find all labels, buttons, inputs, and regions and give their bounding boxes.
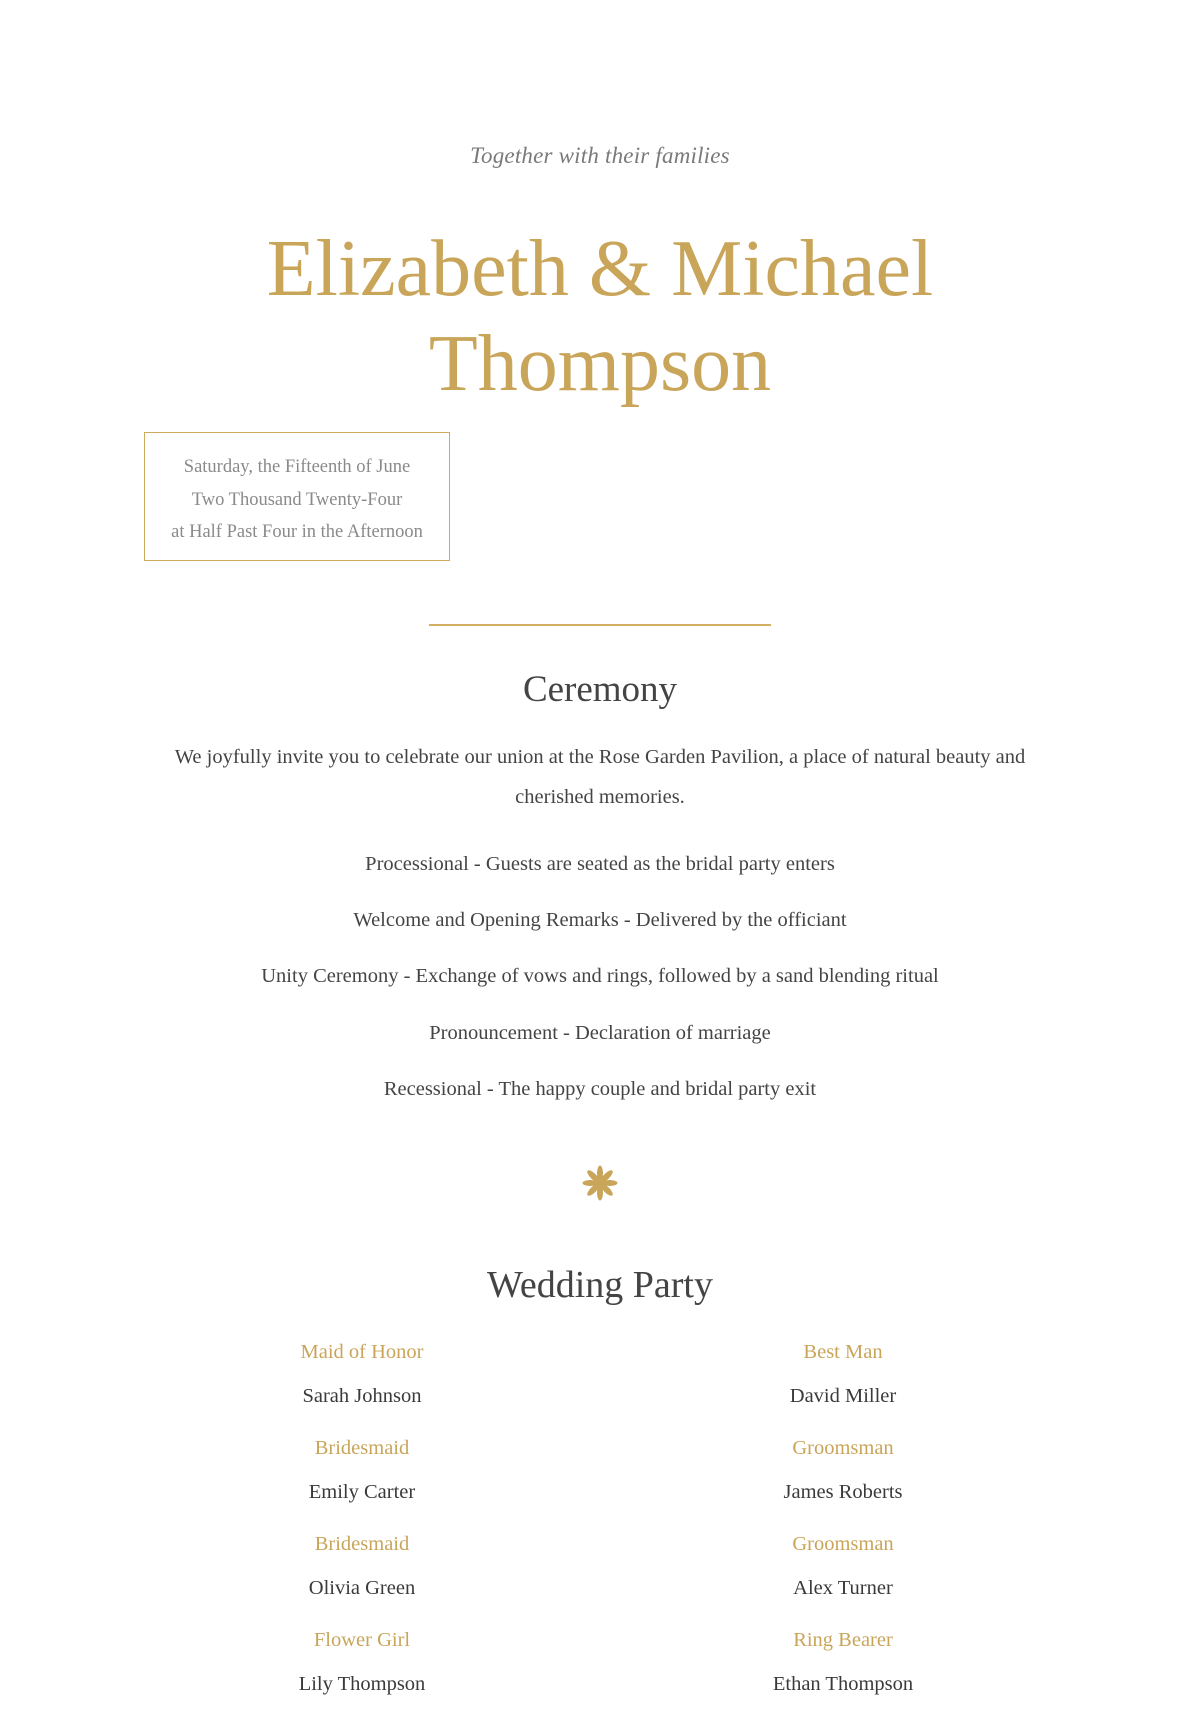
ceremony-program bbox=[0, 846, 1200, 1127]
member-name: Emily Carter bbox=[308, 1481, 416, 1503]
member-role: Groomsman bbox=[792, 1437, 894, 1459]
date-line-year: Two Thousand Twenty-Four bbox=[191, 489, 403, 510]
program-item: Unity Ceremony - Exchange of vows and rings, followed by a sand blending ritual bbox=[261, 965, 939, 988]
wedding-party-title: Wedding Party bbox=[487, 1264, 713, 1306]
party-member bbox=[212, 1622, 512, 1718]
member-role: Maid of Honor bbox=[300, 1341, 424, 1363]
party-member bbox=[212, 1430, 512, 1526]
flower-asterisk-icon bbox=[580, 1163, 620, 1203]
program-item: Pronouncement - Declaration of marriage bbox=[429, 1021, 771, 1044]
party-member bbox=[693, 1430, 993, 1526]
program-item: Processional - Guests are seated as the bridal party enters bbox=[365, 853, 835, 875]
couple-names bbox=[0, 222, 1200, 412]
date-line-day: Saturday, the Fifteenth of June bbox=[183, 457, 411, 477]
member-name: James Roberts bbox=[783, 1481, 903, 1503]
bride-side-column bbox=[212, 1334, 512, 1718]
ceremony-title: Ceremony bbox=[522, 669, 678, 710]
program-item: Welcome and Opening Remarks - Delivered by the officiant bbox=[353, 909, 847, 932]
member-name: Lily Thompson bbox=[298, 1673, 426, 1695]
member-role: Groomsman bbox=[792, 1533, 894, 1555]
party-member bbox=[212, 1526, 512, 1622]
member-name: Ethan Thompson bbox=[772, 1673, 914, 1695]
groom-side-column bbox=[693, 1334, 993, 1718]
member-role: Bridesmaid bbox=[314, 1533, 410, 1555]
member-name: David Miller bbox=[789, 1385, 897, 1407]
party-member bbox=[212, 1334, 512, 1430]
couple-names-line-2: Thompson bbox=[428, 320, 772, 408]
intro-line: Together with their families bbox=[470, 143, 730, 168]
member-role: Bridesmaid bbox=[314, 1437, 410, 1459]
member-name: Olivia Green bbox=[308, 1577, 416, 1599]
party-member bbox=[693, 1526, 993, 1622]
ceremony-intro: We joyfully invite you to celebrate our union at the Rose Garden Pavilion, a place of natural beauty and cherished memories. bbox=[174, 746, 1026, 808]
date-line-time: at Half Past Four in the Afternoon bbox=[171, 522, 423, 542]
section-divider bbox=[429, 624, 771, 626]
couple-names-line-1: Elizabeth & Michael bbox=[266, 225, 934, 313]
member-name: Alex Turner bbox=[793, 1577, 893, 1599]
member-role: Ring Bearer bbox=[793, 1629, 893, 1651]
member-role: Flower Girl bbox=[313, 1629, 411, 1651]
party-member bbox=[693, 1334, 993, 1430]
member-role: Best Man bbox=[803, 1341, 883, 1363]
member-name: Sarah Johnson bbox=[302, 1385, 422, 1407]
date-box bbox=[144, 432, 450, 561]
party-member bbox=[693, 1622, 993, 1718]
program-item: Recessional - The happy couple and bridal party exit bbox=[383, 1077, 817, 1100]
